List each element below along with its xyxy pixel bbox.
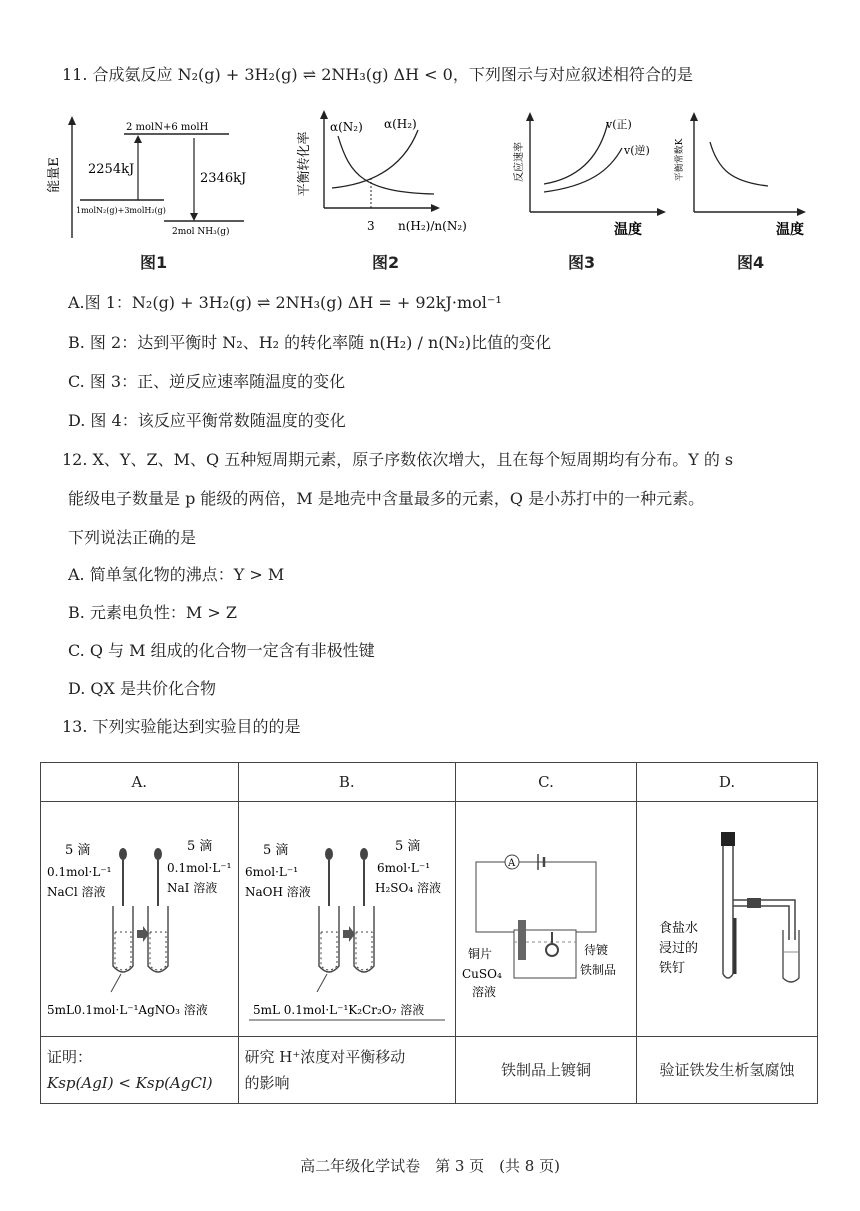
- cell-d-diagram: [637, 802, 818, 1037]
- q12-option-a: A. 简单氢化物的沸点：Y > M: [68, 565, 285, 584]
- experiment-a-diagram: [41, 802, 237, 1032]
- svg-text:铁钉: 铁钉: [659, 961, 686, 976]
- svg-text:铜片: 铜片: [468, 947, 493, 961]
- cell-c-diagram: [456, 802, 637, 1037]
- fig3-caption: 图3: [568, 253, 596, 272]
- svg-text:5mL 0.1mol·L⁻¹K₂Cr₂O₇ 溶液: 5mL 0.1mol·L⁻¹K₂Cr₂O₇ 溶液: [252, 1003, 424, 1017]
- svg-text:5 滴: 5 滴: [394, 839, 421, 854]
- figure-2-conversion: [294, 106, 494, 242]
- svg-text:5 滴: 5 滴: [262, 843, 289, 858]
- cell-d-purpose: 验证铁发生析氢腐蚀: [637, 1037, 818, 1104]
- fig1-right-label: 2mol NH₃(g): [172, 227, 230, 237]
- fig3-v1: v(正): [606, 118, 632, 131]
- fig3-ylabel: 反应速率: [514, 142, 525, 182]
- experiment-c-diagram: [456, 802, 636, 1032]
- cell-a-purpose: 证明： Ksp(AgI) < Ksp(AgCl): [41, 1037, 239, 1104]
- q12-stem-line1: 12. X、Y、Z、M、Q 五种短周期元素，原子序数依次增大，且在每个短周期均有分布。Y 的 s: [62, 450, 734, 469]
- fig4-xlabel: 温度: [776, 222, 804, 238]
- fig1-caption: 图1: [140, 253, 168, 272]
- q12-option-c: C. Q 与 M 组成的化合物一定含有非极性键: [68, 641, 375, 660]
- svg-text:NaOH 溶液: NaOH 溶液: [244, 885, 311, 899]
- svg-text:H₂SO₄ 溶液: H₂SO₄ 溶液: [374, 881, 441, 895]
- fig1-ylabel: 能量E: [47, 157, 62, 193]
- figure-3-rate: [510, 110, 670, 242]
- fig3-v2: v(逆): [624, 144, 650, 157]
- fig1-left-label: 1molN₂(g)+3molH₂(g): [76, 206, 166, 215]
- svg-text:5 滴: 5 滴: [187, 839, 213, 854]
- experiment-table: [40, 762, 818, 1104]
- svg-text:A: A: [508, 858, 516, 869]
- svg-text:CuSO₄: CuSO₄: [462, 967, 502, 981]
- q12-stem-line2: 能级电子数量是 p 能级的两倍，M 是地壳中含量最多的元素，Q 是小苏打中的一种元素。: [68, 489, 705, 508]
- fig1-e2: 2346kJ: [200, 171, 247, 186]
- q12-option-b: B. 元素电负性：M > Z: [68, 603, 238, 622]
- cell-b-purpose: 研究 H⁺浓度对平衡移动 的影响: [238, 1037, 456, 1104]
- svg-text:6mol·L⁻¹: 6mol·L⁻¹: [376, 861, 430, 875]
- experiment-b-diagram: [239, 802, 455, 1032]
- fig2-xlabel: n(H₂)/n(N₂): [398, 219, 467, 233]
- header-b: B.: [238, 763, 456, 802]
- fig1-top-label: 2 molN+6 molH: [126, 122, 209, 133]
- q11-option-a: A.图 1：N₂(g) + 3H₂(g) ⇌ 2NH₃(g) ΔH = + 92kJ·mol⁻¹: [68, 293, 502, 312]
- q11-option-d: D. 图 4：该反应平衡常数随温度的变化: [68, 411, 346, 430]
- header-a: A.: [41, 763, 239, 802]
- svg-text:0.1mol·L⁻¹: 0.1mol·L⁻¹: [167, 861, 232, 875]
- svg-text:铁制品: 铁制品: [580, 963, 617, 977]
- figure-4-constant: [672, 110, 822, 242]
- fig4-ylabel: 平衡常数K: [675, 138, 685, 182]
- fig2-caption: 图2: [372, 253, 400, 272]
- cell-b-diagram: [238, 802, 456, 1037]
- q11-option-b: B. 图 2：达到平衡时 N₂、H₂ 的转化率随 n(H₂) / n(N₂)比值的变化: [68, 333, 552, 352]
- q11-option-c: C. 图 3：正、逆反应速率随温度的变化: [68, 372, 346, 391]
- figure-1-energy-diagram: [44, 110, 254, 245]
- fig2-curve1: α(N₂): [330, 120, 363, 134]
- svg-text:NaCl 溶液: NaCl 溶液: [47, 885, 106, 899]
- svg-text:5 滴: 5 滴: [65, 843, 91, 858]
- svg-text:食盐水: 食盐水: [659, 921, 699, 936]
- cell-c-purpose: 铁制品上镀铜: [456, 1037, 637, 1104]
- svg-text:NaI 溶液: NaI 溶液: [167, 881, 218, 895]
- header-c: C.: [456, 763, 637, 802]
- svg-text:待镀: 待镀: [584, 943, 609, 957]
- svg-text:溶液: 溶液: [472, 985, 497, 999]
- experiment-d-diagram: [637, 802, 817, 1032]
- fig4-caption: 图4: [737, 253, 765, 272]
- fig2-ylabel: 平衡转化率: [297, 131, 312, 197]
- q12-stem-line3: 下列说法正确的是: [68, 528, 197, 547]
- q12-option-d: D. QX 是共价化合物: [68, 679, 217, 698]
- page-footer: 高二年级化学试卷 第 3 页 (共 8 页): [300, 1157, 560, 1175]
- svg-text:0.1mol·L⁻¹: 0.1mol·L⁻¹: [47, 865, 112, 879]
- fig2-curve2: α(H₂): [384, 117, 417, 131]
- cell-a-diagram: [41, 802, 239, 1037]
- fig3-xlabel: 温度: [614, 222, 642, 238]
- header-d: D.: [637, 763, 818, 802]
- fig1-e1: 2254kJ: [88, 162, 135, 177]
- fig2-xtick: 3: [367, 219, 375, 233]
- q11-stem: 11. 合成氨反应 N₂(g) + 3H₂(g) ⇌ 2NH₃(g) ΔH < 0，下列图示与对应叙述相符合的是: [62, 65, 693, 84]
- svg-text:5mL0.1mol·L⁻¹AgNO₃ 溶液: 5mL0.1mol·L⁻¹AgNO₃ 溶液: [47, 1003, 208, 1017]
- svg-text:6mol·L⁻¹: 6mol·L⁻¹: [244, 865, 298, 879]
- q13-stem: 13. 下列实验能达到实验目的的是: [62, 717, 301, 736]
- svg-text:浸过的: 浸过的: [659, 941, 699, 956]
